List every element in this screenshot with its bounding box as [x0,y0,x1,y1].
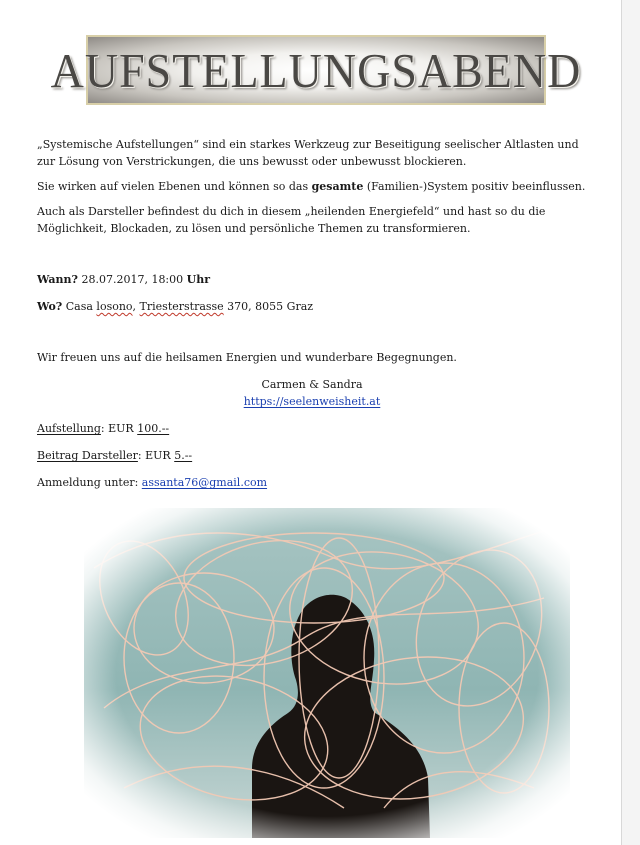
website-link[interactable]: https://seelenweisheit.at [243,395,381,408]
document-body [37,136,587,491]
where-label: Wo? [37,300,63,313]
when-unit: Uhr [186,273,211,286]
closing-text: Wir freuen uns auf die heilsamen Energien und wunderbare Begegnungen. [37,351,457,364]
intro-paragraph-2-start: Sie wirken auf vielen Ebenen und können so das [37,180,312,193]
registration-line [37,474,587,491]
intro-paragraph-2-bold: gesamte [311,180,364,193]
where-pre: Casa [62,300,97,313]
registration-label: Anmeldung unter: [37,476,142,489]
price-darsteller [37,447,587,464]
where-line [37,298,587,315]
intro-paragraph-2-end: (Familien-)System positiv beeinflussen. [363,180,586,193]
price-darsteller-sep: : EUR [137,449,175,462]
photo-vignette [84,508,570,838]
price-aufstellung-value: 100.-- [137,422,170,435]
when-label: Wann? [37,273,78,286]
intro-paragraph-2 [37,178,587,195]
website-line [37,393,587,410]
when-date: 28.07.2017, 18:00 [77,273,187,286]
page-edge-line [621,0,622,845]
when-line [37,271,587,288]
light-trails-photo [84,508,570,838]
page-margin [622,0,640,845]
intro-paragraph-3: Auch als Darsteller befindest du dich in diesem „heilenden Energiefeld“ und hast so du die Möglichkeit, Blockaden, zu lösen und persönliche Themen zu transformieren. [37,205,546,235]
price-aufstellung-sep: : EUR [100,422,138,435]
price-aufstellung-label: Aufstellung [37,422,101,435]
registration-email-link[interactable]: assanta76@gmail.com [141,476,268,489]
price-aufstellung [37,420,587,437]
price-darsteller-value: 5.-- [174,449,193,462]
price-darsteller-label: Beitrag Darsteller [37,449,138,462]
where-rest: 370, 8055 Graz [223,300,314,313]
where-comma: , [132,300,140,313]
where-street: Triesterstrasse [139,300,224,313]
banner-title: AUFSTELLUNGSABEND [50,43,582,97]
where-venue: losono [96,300,133,313]
signature: Carmen & Sandra [261,378,363,391]
title-banner [50,35,582,105]
intro-paragraph-1: „Systemische Aufstellungen“ sind ein starkes Werkzeug zur Beseitigung seelischer Altlasten und zur Lösung von Verstrickungen, die uns bewusst oder unbewusst blockieren. [37,138,579,168]
